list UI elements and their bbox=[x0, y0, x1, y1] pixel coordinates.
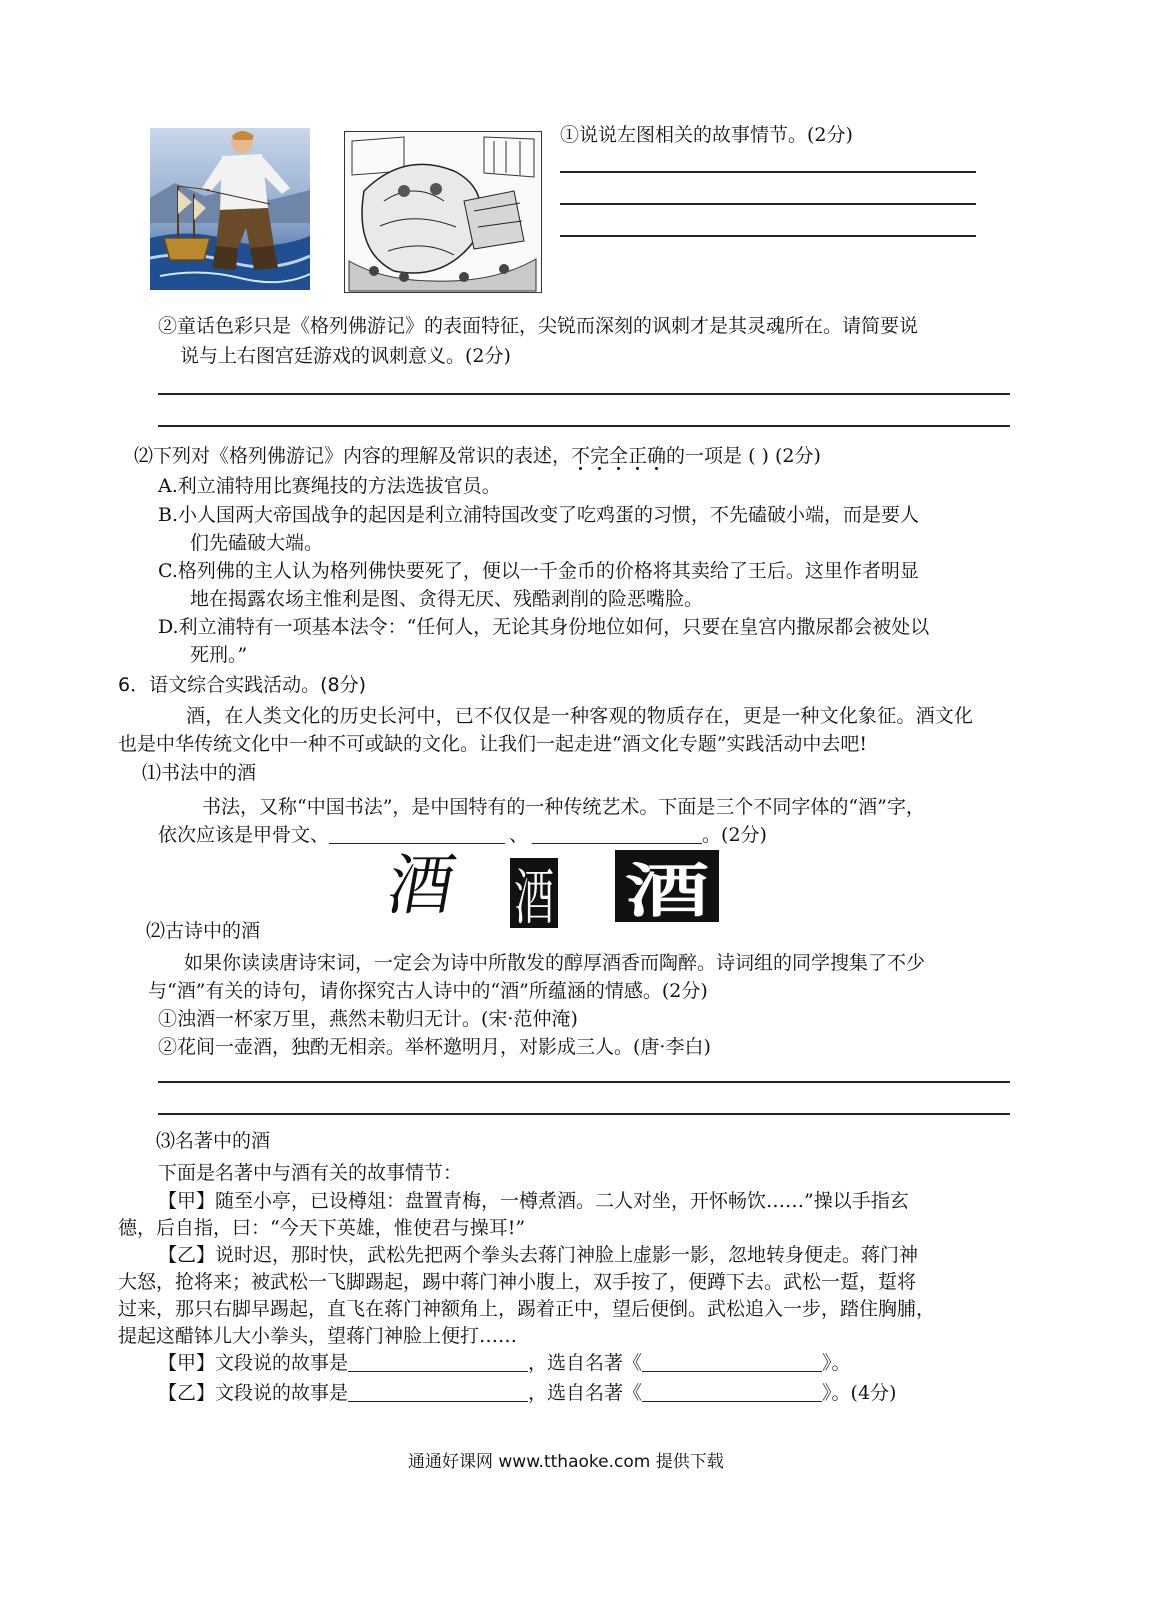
blank-jia-book[interactable] bbox=[642, 1353, 822, 1372]
option-c-line2: 地在揭露农场主惟利是图、贪得无厌、残酷剥削的险恶嘴脸。 bbox=[190, 588, 704, 610]
option-d-line2: 死刑。” bbox=[190, 644, 248, 666]
gulliver-illustration bbox=[150, 128, 310, 290]
passage-jia-line2: 德，后自指，曰：“今天下英雄，惟使君与操耳!” bbox=[118, 1217, 526, 1239]
answer-line[interactable] bbox=[158, 1081, 1010, 1083]
passage-yi-line4: 提起这醋钵儿大小拳头，望蒋门神脸上便打…… bbox=[118, 1325, 518, 1347]
answer-line[interactable] bbox=[560, 203, 976, 205]
option-b-line1: B.小人国两大帝国战争的起因是利立浦特国改变了吃鸡蛋的习惯，不先磕破小端，而是要人 bbox=[158, 504, 920, 526]
intro-line1: 酒，在人类文化的历史长河中，已不仅仅是一种客观的物质存在，更是一种文化象征。酒文化 bbox=[186, 705, 974, 727]
blank-yi-book[interactable] bbox=[642, 1383, 822, 1402]
passage-yi-line1: 【乙】说时迟，那时快，武松先把两个拳头去蒋门神脸上虚影一影，忽地转身便走。蒋门神 bbox=[158, 1244, 919, 1266]
blank-script-2[interactable] bbox=[329, 825, 505, 844]
court-game-sketch bbox=[344, 131, 542, 293]
answer-line[interactable] bbox=[158, 393, 1010, 395]
option-b-line2: 们先磕破大端。 bbox=[190, 532, 324, 554]
answer-line[interactable] bbox=[560, 235, 976, 237]
poem-2: ②花间一壶酒，独酌无相亲。举杯邀明月，对影成三人。(唐·李白) bbox=[158, 1036, 711, 1058]
question-picture-2-line1: ②童话色彩只是《格列佛游记》的表面特征，尖锐而深刻的讽刺才是其灵魂所在。请简要说 bbox=[158, 315, 919, 337]
calligraphy-line1: 书法，又称“中国书法”，是中国特有的一种传统艺术。下面是三个不同字体的“酒”字， bbox=[202, 796, 925, 818]
option-a: A.利立浦特用比赛绳技的方法选拔官员。 bbox=[158, 475, 501, 497]
section-poetry-title: ⑵古诗中的酒 bbox=[146, 920, 261, 942]
question-2-stem bbox=[134, 441, 821, 468]
question-2-before: ⑵下列对《格列佛游记》内容的理解及常识的表述， bbox=[134, 445, 572, 467]
answer-line[interactable] bbox=[158, 1113, 1010, 1115]
classics-intro: 下面是名著中与酒有关的故事情节： bbox=[158, 1162, 463, 1184]
passage-yi-line2: 大怒，抢将来；被武松一飞脚踢起，踢中蒋门神小腹上，双手按了，便蹲下去。武松一踅，踅将 bbox=[118, 1271, 917, 1293]
blank-yi-story[interactable] bbox=[348, 1383, 528, 1402]
question-picture-1: ①说说左图相关的故事情节。(2分) bbox=[560, 124, 853, 146]
glyph-seal-script: 酒 bbox=[510, 858, 558, 928]
option-d-line1: D.利立浦特有一项基本法令：“任何人，无论其身份地位如何，只要在皇宫内撒尿都会被处以 bbox=[158, 616, 930, 638]
glyph-clerical-script: 酒 bbox=[615, 850, 719, 922]
section-calligraphy-title: ⑴书法中的酒 bbox=[142, 762, 257, 784]
section-classics-title: ⑶名著中的酒 bbox=[156, 1130, 271, 1152]
passage-yi-line3: 过来，那只右脚早踢起，直飞在蒋门神额角上，踢着正中，望后便倒。武松追入一步，踏住胸脯， bbox=[118, 1298, 936, 1320]
passage-jia-line1: 【甲】随至小亭，已设樽俎：盘置青梅，一樽煮酒。二人对坐，开怀畅饮……”操以手指玄 bbox=[158, 1190, 909, 1212]
answer-line[interactable] bbox=[158, 425, 1010, 427]
poem-1: ①浊酒一杯家万里，燕然未勒归无计。(宋·范仲淹) bbox=[158, 1008, 578, 1030]
intro-line2: 也是中华传统文化中一种不可或缺的文化。让我们一起走进“酒文化专题”实践活动中去吧! bbox=[118, 733, 868, 755]
blank-jia-story[interactable] bbox=[348, 1353, 528, 1372]
answer-yi: 【乙】文段说的故事是 ，选自名著《 》。(4分) bbox=[158, 1382, 897, 1404]
question-6-title: 6．语文综合实践活动。(8分) bbox=[118, 674, 367, 696]
question-picture-2-line2: 说与上右图宫廷游戏的讽刺意义。(2分) bbox=[180, 345, 511, 367]
option-c-line1: C.格列佛的主人认为格列佛快要死了，便以一千金币的价格将其卖给了王后。这里作者明显 bbox=[158, 560, 919, 582]
poetry-line2: 与“酒”有关的诗句，请你探究古人诗中的“酒”所蕴涵的情感。(2分) bbox=[148, 980, 708, 1002]
question-2-emphasis: 不完全正确 bbox=[571, 445, 666, 467]
blank-script-3[interactable] bbox=[532, 825, 702, 844]
page-footer: 通通好课网 www.tthaoke.com 提供下载 bbox=[408, 1452, 724, 1472]
answer-jia: 【甲】文段说的故事是 ，选自名著《 》。 bbox=[158, 1352, 851, 1374]
calligraphy-line2: 依次应该是甲骨文、 、 。(2分) bbox=[158, 824, 767, 846]
answer-line[interactable] bbox=[560, 171, 976, 173]
poetry-line1: 如果你读读唐诗宋词，一定会为诗中所散发的醇厚酒香而陶醉。诗词组的同学搜集了不少 bbox=[184, 952, 926, 974]
glyph-oracle-bone: 酒 bbox=[381, 847, 461, 924]
question-2-after: 的一项是 ( ) (2分) bbox=[666, 445, 821, 467]
